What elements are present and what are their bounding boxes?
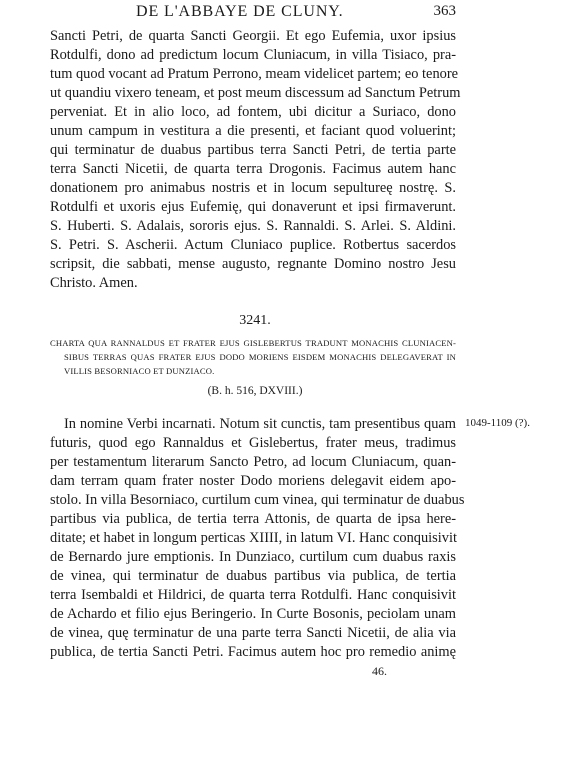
prev-text-line: terra Sancti Nicetii, de quarta terra Drogonis. Facimus autem hanc [50, 161, 456, 177]
body-text-line: partibus via publica, de tertia terra Attonis, de quarta de ipsa here- [50, 511, 456, 527]
prev-text-line: qui terminatur de duabus partibus terra Sancti Petri, de tertia parte [50, 142, 456, 158]
signature-mark: 46. [372, 664, 387, 678]
page-number: 363 [433, 3, 456, 19]
charter-summary-line: SIBUS TERRAS QUAS FRATER EJUS DODO MORIENS EISDEM MONACHIS DELEGAVERAT IN [64, 352, 456, 362]
source-reference: (B. h. 516, DXVIII.) [207, 385, 303, 397]
running-head [50, 3, 456, 23]
prev-text-line: unum campum in vestitura a die presenti, et faciant quod voluerint; [50, 123, 456, 139]
running-title: DE L'ABBAYE DE CLUNY. [136, 3, 344, 20]
prev-text-line: S. Huberti. S. Adalais, sororis ejus. S. Rannaldi. S. Arlei. S. Aldini. [50, 218, 456, 234]
prev-text-line: tum quod vocant ad Pratum Perrono, meam videlicet partem; eo tenore [50, 66, 459, 82]
prev-text-line: perveniat. Et in alio loco, ad fontem, ubi dicitur a Suriaco, dono [50, 104, 456, 120]
body-text-line: de Achardo et filio ejus Beringerio. In Curte Bosonis, peciolam unam [50, 606, 456, 622]
body-text-line: futuris, quod ego Rannaldus et Gislebertus, frater meus, tradimus [50, 435, 456, 451]
body-text-line: dam terram quam frater noster Dodo moriens delegavit eidem apo- [50, 473, 456, 489]
prev-text-line: Sancti Petri, de quarta Sancti Georgii. Et ego Eufemia, uxor ipsius [50, 28, 456, 44]
charter-number: 3241. [239, 313, 271, 328]
charter-summary-line: CHARTA QUA RANNALDUS ET FRATER EJUS GISLEBERTUS TRADUNT MONACHIS CLUNIACEN- [50, 338, 456, 348]
charter-summary-line: VILLIS BESORNIACO ET DUNZIACO. [64, 366, 215, 376]
body-text-line: ditate; et habet in longum perticas XIIII, in latum VI. Hanc conquisivit [50, 530, 457, 546]
margin-date: 1049-1109 (?). [465, 417, 530, 429]
body-text-line: publica, de tertia Sancti Petri. Facimus autem hoc pro remedio animę [50, 644, 456, 660]
body-text-line: de vinea, quę terminatur de una parte terra Sancti Nicetii, de alia via [50, 625, 456, 641]
prev-text-line: ut quandiu vixero teneam, et post meum discessum ad Sanctum Petrum [50, 85, 461, 101]
body-text-line: de Bernardo jure emptionis. In Dunziaco, curtilum cum duabus raxis [50, 549, 456, 565]
prev-text-line: donationem pro animabus nostris et in locum sepultureę nostrę. S. Rotdulfi et uxoris ejus Eufemię, qui donaverunt et ipsi firmaverunt. [50, 180, 456, 215]
prev-text-line: Christo. Amen. [50, 275, 138, 291]
body-text-line: per testamentum literarum Sancto Petro, ad locum Cluniacum, quan- [50, 454, 456, 470]
prev-text-line: Rotdulfi, dono ad predictum locum Cluniacum, in villa Tisiaco, pra- [50, 47, 456, 63]
prev-text-line: scripsit, die sabbati, mense augusto, regnante Domino nostro Jesu [50, 256, 456, 272]
body-text-line: de vinea, qui terminatur de duabus partibus via publica, de tertia [50, 568, 456, 584]
body-text-line: stolo. In villa Besorniaco, curtilum cum vinea, qui terminatur de duabus [50, 492, 465, 508]
prev-text-line: S. Petri. S. Ascherii. Actum Cluniaco puplice. Rotbertus sacerdos [50, 237, 456, 253]
body-text-line: terra Isembaldi et Hildrici, de quarta terra Rotdulfi. Hanc conquisivit [50, 587, 456, 603]
body-text-line: In nomine Verbi incarnati. Notum sit cunctis, tam presentibus quam [64, 416, 456, 432]
